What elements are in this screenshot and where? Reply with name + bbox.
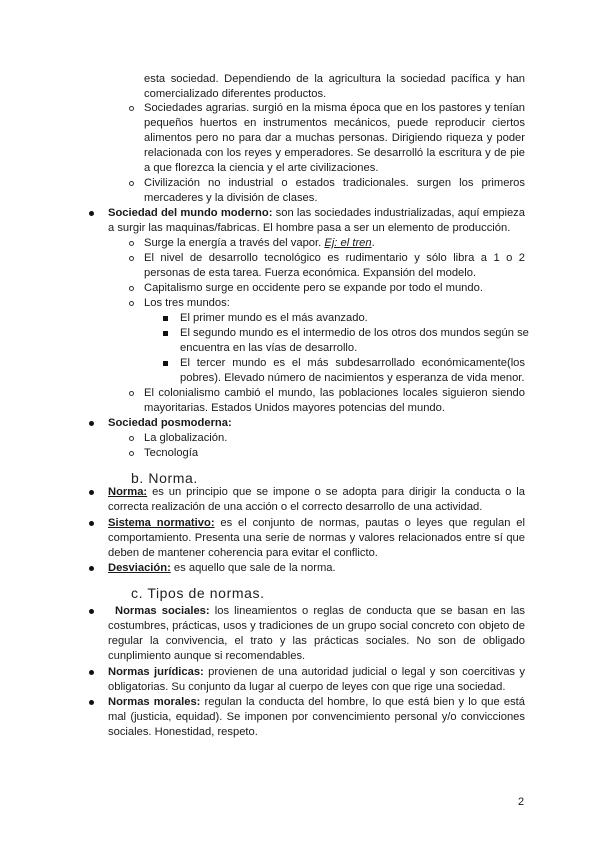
list-item-line: Los tres mundos:	[144, 297, 230, 309]
list-item-line: mayoritarias. Estados Unidos mayores potencias del mundo.	[144, 402, 445, 414]
paragraph-line: esta sociedad. Dependiendo de la agricultura la sociedad pacífica y han	[144, 73, 525, 85]
section-heading: c. Tipos de normas.	[131, 585, 265, 601]
list-item-line: correcta realización de una acción o el correcto desarrollo de una actividad.	[108, 501, 483, 513]
list-item-line: alimentos pero no para dar a muchas personas. Dirigiendo riqueza y poder	[144, 132, 525, 144]
term-label: Norma:	[108, 486, 148, 498]
list-item-line: La globalización.	[144, 432, 228, 444]
circle-bullet-icon	[129, 281, 134, 297]
bullet-icon	[89, 561, 94, 577]
bullet-icon	[89, 604, 94, 620]
list-item-line: encuentra en las vías de desarrollo.	[180, 342, 358, 354]
circle-bullet-icon	[129, 251, 134, 267]
list-item-line: sociales. Honestidad, respeto.	[108, 726, 258, 738]
paragraph-line: comercializado diferentes productos.	[144, 88, 327, 100]
circle-bullet-icon	[129, 296, 134, 312]
list-item-line: Tecnología	[144, 447, 199, 459]
term-label: Sistema normativo:	[108, 517, 215, 529]
list-item-line: pobres). Elevado número de nacimientos y esperanza de vida menor.	[180, 372, 525, 384]
circle-bullet-icon	[129, 236, 134, 252]
list-item-line: Normas sociales: los lineamientos o reglas de conducta que se basan en las	[115, 605, 525, 617]
bullet-icon	[89, 516, 94, 532]
term-label: Normas sociales:	[115, 605, 210, 617]
list-item-line: pequeños huertos en instrumentos mecánicos, puede reproducir ciertos	[144, 117, 525, 129]
list-item-line: comportamiento. Presenta una serie de normas y valores relacionados entre sí que	[108, 532, 525, 544]
bullet-icon	[89, 416, 94, 432]
list-item-line: relacionada con los reyes y emperadores. Se desarrolló la escritura y de pie	[144, 147, 525, 159]
list-item-line: obligatorias. Su conjunto da lugar al cuerpo de leyes con que rige una sociedad.	[108, 681, 506, 693]
list-item-line: mercaderes y la división de clases.	[144, 192, 318, 204]
circle-bullet-icon	[129, 386, 134, 402]
list-item-line: Sociedad del mundo moderno: son las sociedades industrializadas, aquí empieza	[108, 207, 525, 219]
term-label: Desviación:	[108, 562, 171, 574]
bullet-icon	[89, 665, 94, 681]
list-item-line: El primer mundo es el más avanzado.	[180, 312, 368, 324]
list-item-line: mal (justicia, equidad). Se imponen por convencimiento personal y/o convicciones	[108, 711, 525, 723]
list-item-line: Civilización no industrial o estados tradicionales. surgen los primeros	[144, 177, 525, 189]
list-item-line: El nivel de desarrollo tecnológico es rudimentario y sólo libra a 1 o 2	[144, 252, 525, 264]
list-item-line: cunplimiento aunque si recomendables.	[108, 650, 306, 662]
page-number: 2	[518, 796, 525, 808]
list-item-line: Normas morales: regulan la conducta del hombre, lo que está bien y lo que está	[108, 696, 525, 708]
list-item-line: Sociedades agrarias. surgió en la misma época que en los pastores y tenían	[144, 102, 525, 114]
square-bullet-icon	[163, 326, 168, 342]
bullet-icon	[89, 206, 94, 222]
bullet-icon	[89, 485, 94, 501]
list-item-line: Normas jurídicas: provienen de una autoridad judicial o legal y son coercitivas y	[108, 666, 525, 678]
square-bullet-icon	[163, 311, 168, 327]
term-label: Sociedad del mundo moderno:	[108, 207, 273, 219]
list-item-line: El tercer mundo es el más subdesarrollado económicamente(los	[180, 357, 525, 369]
list-item-line: regular la convivencia, el trato y las prácticas sociales. No son de obligado	[108, 635, 525, 647]
term-label: Sociedad posmoderna:	[108, 417, 232, 429]
section-heading: b. Norma.	[131, 470, 198, 486]
list-item-line: a que florezca la ciencia y el arte civilizaciones.	[144, 162, 379, 174]
example-text: Ej: el tren	[324, 237, 372, 249]
square-bullet-icon	[163, 356, 168, 372]
bullet-icon	[89, 695, 94, 711]
list-item-line: Norma: es un principio que se impone o se adopta para dirigir la conducta o la	[108, 486, 525, 498]
list-item-line: El segundo mundo es el intermedio de los otros dos mundos según se	[180, 327, 529, 339]
list-item-line: El colonialismo cambió el mundo, las poblaciones locales siguieron siendo	[144, 387, 525, 399]
circle-bullet-icon	[129, 431, 134, 447]
list-item-line: costumbres, prácticas, usos y tradiciones de un grupo social concreto con objeto de	[108, 620, 525, 632]
list-item-line: deben de mantener coherencia para evitar el conflicto.	[108, 547, 378, 559]
list-item-line: Sistema normativo: es el conjunto de normas, pautas o leyes que regulan el	[108, 517, 525, 529]
circle-bullet-icon	[129, 446, 134, 462]
circle-bullet-icon	[129, 176, 134, 192]
list-item-line: a surgir las maquinas/fabricas. El hombre pasa a ser un elemento de producción.	[108, 222, 511, 234]
list-item-line: Desviación: es aquello que sale de la norma.	[108, 562, 336, 574]
list-item-line: Capitalismo surge en occidente pero se expande por todo el mundo.	[144, 282, 483, 294]
term-label: Normas morales:	[108, 696, 201, 708]
term-label: Normas jurídicas:	[108, 666, 204, 678]
list-item-line: Surge la energía a través del vapor. Ej: el tren.	[144, 237, 375, 249]
list-item-line: personas de esta tarea. Fuerza económica. Expansión del modelo.	[144, 267, 477, 279]
circle-bullet-icon	[129, 101, 134, 117]
